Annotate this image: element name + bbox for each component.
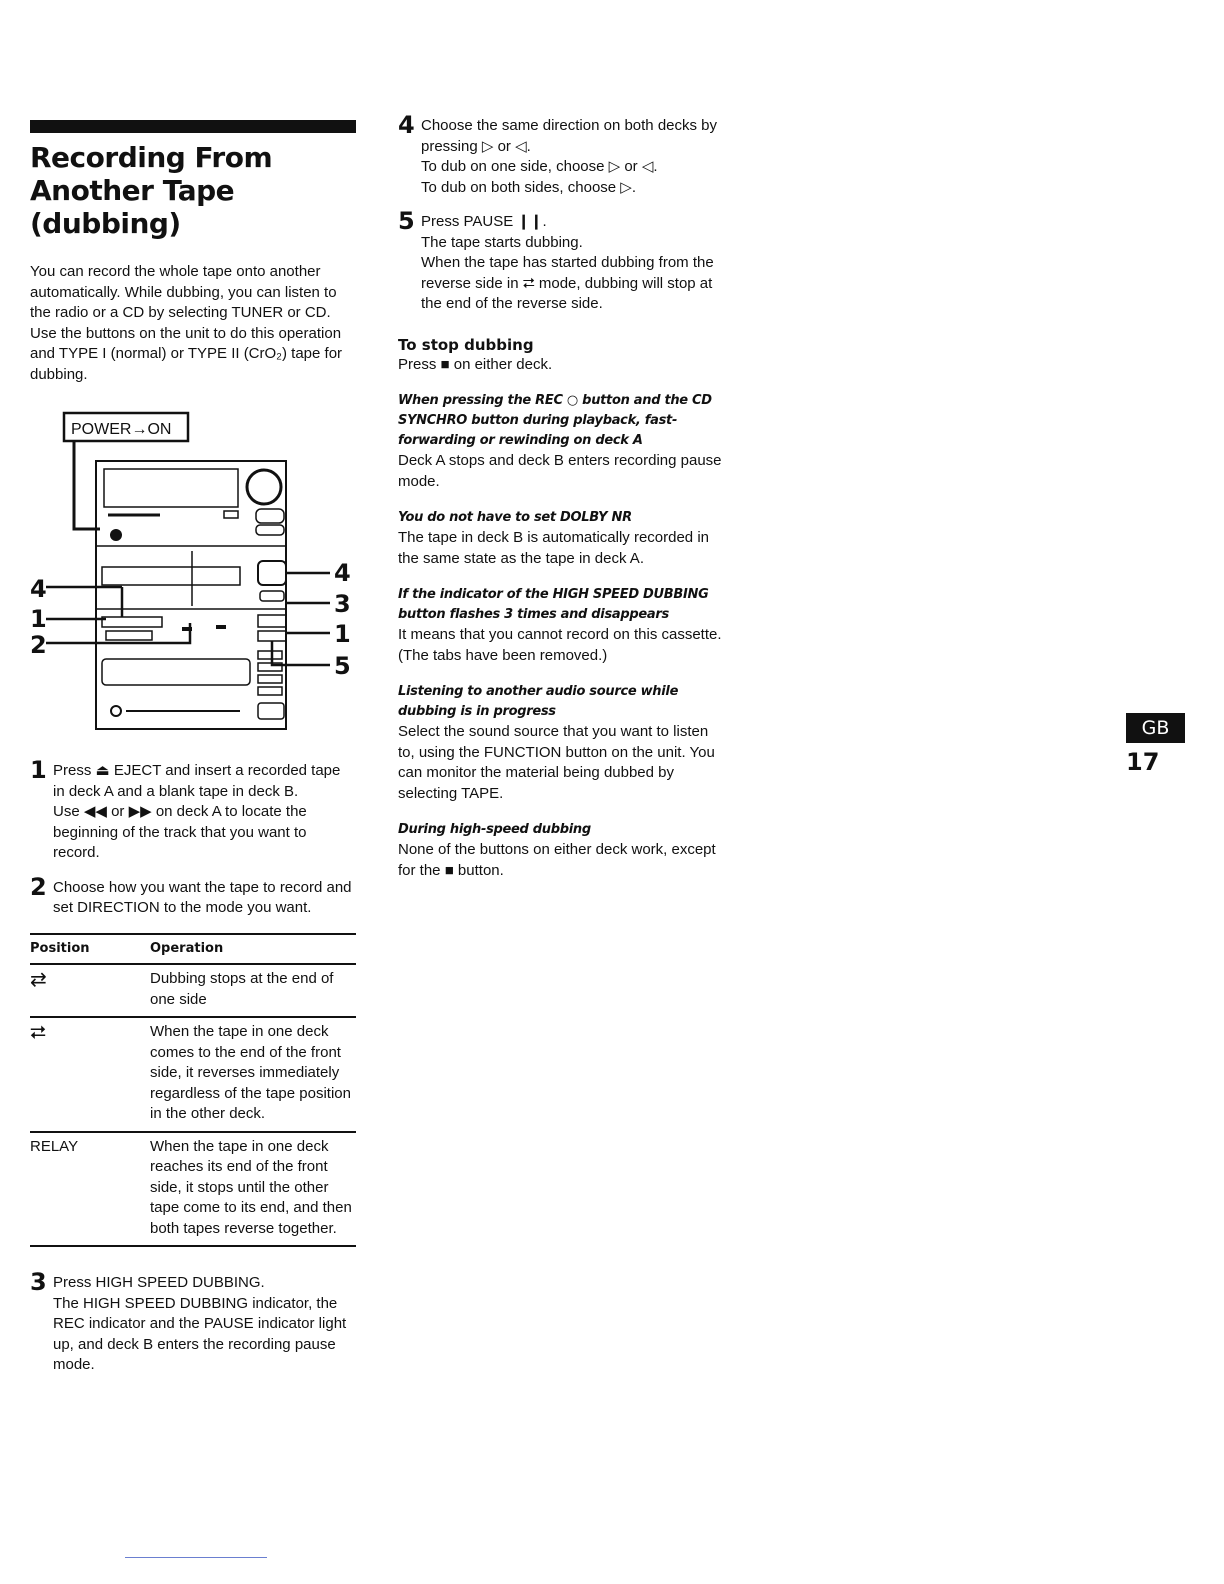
table-row — [30, 1017, 356, 1132]
stop-text: Press ■ on either deck. — [398, 355, 553, 373]
callout-left: 4 — [30, 575, 47, 603]
step-text: The tape starts dubbing. — [421, 233, 583, 251]
page-number: 17 — [1126, 748, 1160, 776]
step-number: 4 — [398, 111, 415, 139]
step-number: 1 — [30, 756, 47, 784]
stop-heading: To stop dubbing — [398, 335, 534, 354]
operation-cell: Dubbing stops at the end of one side — [134, 964, 356, 1017]
operation-cell: When the tape in one deck comes to the end of the front side, it reverses immediately regardless of the tape position in the other deck. — [134, 1017, 356, 1132]
title-line: Another Tape — [30, 174, 235, 207]
note-heading: If the indicator of the HIGH SPEED DUBBING button flashes 3 times and disappears — [398, 587, 709, 622]
note-heading: During high-speed dubbing — [398, 822, 591, 837]
step-text: When the tape has started dubbing from the reverse side in ⮂ mode, dubbing will stop at the end of the reverse side. — [421, 254, 714, 312]
page-title — [30, 141, 356, 240]
left-column — [30, 120, 356, 1390]
callout-right: 5 — [334, 652, 351, 680]
note-heading: When pressing the REC ○ button and the CD SYNCHRO button during playback, fast-forwarding or rewinding on deck A — [398, 393, 712, 448]
intro-text: You can record the whole tape onto another automatically. While dubbing, you can listen to the radio or a CD by selecting TUNER or CD. Use the buttons on the unit to do this operation and TYPE I (normal) or TYPE II (CrO₂) tape for dubbing. — [30, 263, 343, 383]
unit-diagram — [30, 411, 356, 741]
table-row — [30, 1132, 356, 1247]
step-text: Press HIGH SPEED DUBBING. — [53, 1274, 265, 1291]
table-row — [30, 964, 356, 1017]
unit-illustration — [30, 411, 356, 741]
direction-table — [30, 933, 356, 1248]
step-2 — [30, 872, 356, 919]
step-text: Use ◀◀ or ▶▶ on deck A to locate the beginning of the track that you want to record. — [53, 803, 307, 861]
power-label: POWER→ON — [71, 421, 172, 438]
stop-section — [398, 335, 728, 376]
step-text: Press PAUSE ❙❙. — [421, 213, 547, 230]
position-cell: ⮂ — [30, 1017, 134, 1132]
note-text: It means that you cannot record on this cassette. (The tabs have been removed.) — [398, 626, 722, 664]
step-text: Choose how you want the tape to record and set DIRECTION to the mode you want. — [53, 878, 352, 916]
position-cell: RELAY — [30, 1132, 134, 1247]
step-1 — [30, 756, 356, 864]
step-number: 5 — [398, 207, 415, 235]
note — [398, 682, 728, 804]
bottom-divider — [125, 1557, 267, 1558]
step-number: 2 — [30, 872, 47, 901]
step-5 — [398, 207, 728, 315]
step-text: The HIGH SPEED DUBBING indicator, the REC indicator and the PAUSE indicator light up, and deck B enters the recording pause mode. — [53, 1294, 347, 1373]
callout-left: 1 — [30, 605, 47, 633]
operation-cell: When the tape in one deck reaches its end of the front side, it stops until the other tape come to its end, and then both tapes reverse together. — [134, 1132, 356, 1247]
note — [398, 585, 728, 666]
language-tab: GB — [1126, 713, 1185, 743]
title-line: (dubbing) — [30, 207, 181, 240]
note-heading: Listening to another audio source while dubbing is in progress — [398, 684, 679, 719]
right-column — [398, 111, 728, 897]
step-4 — [398, 111, 728, 198]
note-heading: You do not have to set DOLBY NR — [398, 510, 632, 525]
step-text: Choose the same direction on both decks by pressing ▷ or ◁. — [421, 117, 718, 155]
step-3 — [30, 1268, 356, 1376]
callout-right: 4 — [334, 559, 351, 587]
title-line: Recording From — [30, 141, 273, 174]
note — [398, 508, 728, 569]
step-text: To dub on both sides, choose ▷. — [421, 178, 637, 196]
table-header: Operation — [134, 934, 356, 965]
step-text: To dub on one side, choose ▷ or ◁. — [421, 158, 658, 175]
note-text: Deck A stops and deck B enters recording pause mode. — [398, 452, 722, 490]
note-text: The tape in deck B is automatically recorded in the same state as the tape in deck A. — [398, 529, 709, 567]
note-text: None of the buttons on either deck work, except for the ■ button. — [398, 841, 716, 879]
callout-right: 1 — [334, 620, 351, 648]
position-cell: ⇄ — [30, 964, 134, 1017]
callout-right: 3 — [334, 590, 351, 618]
step-text: Press ⏏ EJECT and insert a recorded tape in deck A and a blank tape in deck B. — [53, 762, 341, 800]
note — [398, 820, 728, 881]
note-text: Select the sound source that you want to listen to, using the FUNCTION button on the unit. You can monitor the material being dubbed by selecting TAPE. — [398, 723, 715, 802]
note — [398, 391, 728, 492]
table-header: Position — [30, 934, 134, 965]
section-bar — [30, 120, 356, 133]
step-number: 3 — [30, 1268, 47, 1296]
callout-left: 2 — [30, 631, 47, 659]
